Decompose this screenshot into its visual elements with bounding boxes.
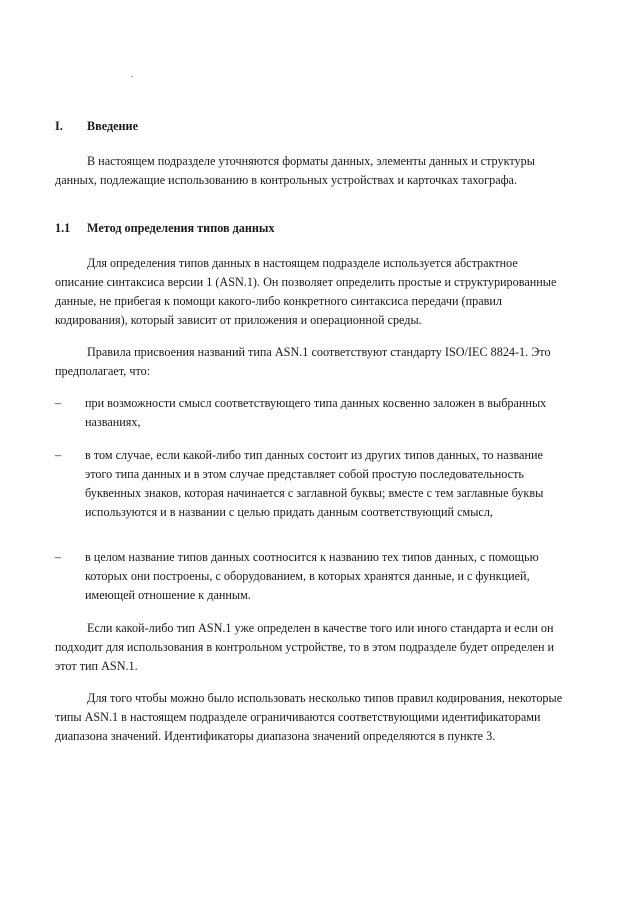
- list-item-text: при возможности смысл соответствующего типа данных косвенно заложен в выбранных названиях,: [85, 396, 547, 429]
- encoding-paragraph: Для того чтобы можно было использовать несколько типов правил кодирования, некоторые типы ASN.1 в настоящем подразделе ограничиваются соответствующими идентификаторами диапазона значений. Идентификаторы диапазона значений определяются в пункте 3.: [55, 691, 563, 743]
- intro-paragraph: В настоящем подразделе уточняются форматы данных, элементы данных и структуры данных, подлежащие использованию в контрольных устройствах и карточках тахографа.: [55, 154, 535, 187]
- subsection-heading: [55, 219, 275, 238]
- list-item-text: в целом название типов данных соотносится к названию тех типов данных, с помощью которых они построены, с оборудованием, в которых хранятся данные, и с функцией, имеющей отношение к данным.: [85, 550, 539, 602]
- section-heading: [55, 117, 138, 136]
- list-item-text: в том случае, если какой-либо тип данных состоит из других типов данных, то название этого типа данных и в этом случае представляет собой простую последовательность буквенных знаков, которая начинается с заглавной буквы; вместе с тем заглавные буквы используются и в названии с целью придать данным соответствующий смысл,: [85, 448, 544, 519]
- subsection-number: 1.1: [55, 221, 71, 235]
- section-title: Введение: [87, 119, 138, 133]
- list-dash: –: [55, 396, 62, 410]
- section-number: I.: [55, 119, 63, 133]
- existing-types-paragraph: Если какой-либо тип ASN.1 уже определен в качестве того или иного стандарта и если он подходит для использования в контрольном устройстве, то в этом подразделе будет определен и этот тип ASN.1.: [55, 621, 555, 673]
- subsection-title: Метод определения типов данных: [87, 221, 275, 235]
- method-paragraph: Для определения типов данных в настоящем подразделе используется абстрактное описание синтаксиса версии 1 (ASN.1). Он позволяет определить простые и структурированные данные, не прибегая к помощи какого-либо конкретного синтаксиса передачи (правил кодирования), который зависит от приложения и операционной среды.: [55, 256, 557, 327]
- naming-rules-paragraph: Правила присвоения названий типа ASN.1 соответствуют стандарту ISO/IEC 8824-1. Это предполагает, что:: [55, 345, 551, 378]
- scan-speck: [131, 76, 133, 77]
- list-dash: –: [55, 448, 62, 462]
- list-dash: –: [55, 550, 62, 564]
